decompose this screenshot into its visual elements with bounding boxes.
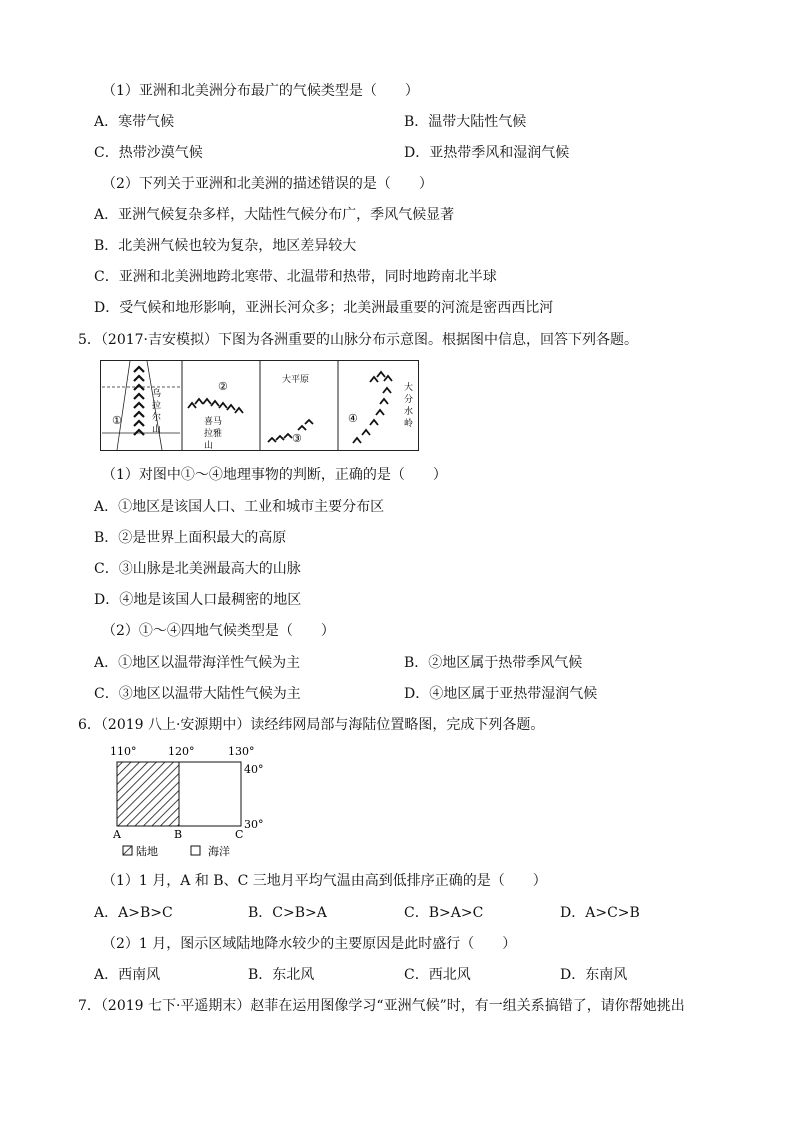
longitude-110-label: 110° (110, 745, 137, 758)
figure-label-4: ④ (348, 412, 358, 425)
divide-label: 岭 (404, 419, 414, 429)
graticule-figure (108, 742, 278, 860)
legend-land-label: 陆地 (136, 845, 158, 858)
q6-sub1-stem: （1）1 月，A 和 B、C 三地月平均气温由高到低排序正确的是（ ） (102, 873, 547, 889)
latitude-30-label: 30° (244, 818, 264, 831)
q6-sub2-stem: （2）1 月，图示区域陆地降水较少的主要原因是此时盛行（ ） (102, 936, 517, 952)
q5-sub2-stem: （2）①～④四地气候类型是（ ） (102, 623, 335, 639)
q5-sub2-option-c: C．③地区以温带大陆性气候为主 (94, 686, 301, 702)
divide-label: 分 (404, 395, 414, 405)
mountain-range-figure (100, 360, 420, 452)
point-c-label: C (235, 828, 244, 841)
q4-sub2-option-a: A．亚洲气候复杂多样，大陆性气候分布广，季风气候显著 (94, 207, 455, 223)
latitude-40-label: 40° (244, 763, 264, 776)
q4-sub1-stem: （1）亚洲和北美洲分布最广的气候类型是（ ） (102, 83, 419, 99)
divide-label: 大 (404, 383, 414, 393)
legend-ocean-swatch (191, 846, 200, 855)
point-b-label: B (174, 828, 183, 841)
q5-sub2-option-a: A．①地区以温带海洋性气候为主 (94, 655, 301, 671)
q6-sub2-option-b: B．东北风 (248, 967, 315, 983)
q6-sub1-option-c: C．B>A>C (404, 905, 484, 921)
q7-stem: 7．（2019 七下·平遥期末）赵菲在运用图像学习“亚洲气候”时，有一组关系搞错了，请你帮她挑出 (78, 998, 685, 1014)
ural-label: 尔 (152, 413, 162, 423)
q6-sub2-option-d: D．东南风 (560, 967, 628, 983)
q4-sub1-option-d: D．亚热带季风和湿润气候 (404, 145, 570, 161)
divide-label: 水 (404, 407, 414, 417)
figure-label-1: ① (112, 414, 122, 427)
q4-sub2-option-b: B．北美洲气候也较为复杂，地区差异较大 (94, 238, 357, 254)
himalaya-label: 拉雅 (204, 429, 223, 439)
q5-stem: 5．（2017·吉安模拟）下图为各洲重要的山脉分布示意图。根据图中信息，回答下列各题。 (78, 332, 638, 348)
q4-sub2-option-c: C．亚洲和北美洲地跨北寒带、北温带和热带，同时地跨南北半球 (94, 269, 497, 285)
point-a-label: A (113, 828, 121, 841)
longitude-130-label: 130° (228, 745, 255, 758)
q6-sub2-option-a: A．西南风 (94, 967, 161, 983)
q4-sub1-option-b: B．温带大陆性气候 (404, 114, 527, 130)
q6-stem: 6．（2019 八上·安源期中）读经纬网局部与海陆位置略图，完成下列各题。 (78, 717, 545, 733)
ural-label: 山 (152, 425, 162, 435)
q6-sub1-option-b: B．C>B>A (248, 905, 327, 921)
q5-sub1-option-d: D．④地是该国人口最稠密的地区 (94, 592, 302, 608)
ural-label: 乌 (152, 389, 162, 399)
q5-sub2-option-b: B．②地区属于热带季风气候 (404, 655, 583, 671)
q5-sub1-option-c: C．③山脉是北美洲最高大的山脉 (94, 561, 301, 577)
q5-sub1-option-a: A．①地区是该国人口、工业和城市主要分布区 (94, 499, 385, 515)
legend-ocean-label: 海洋 (208, 845, 230, 858)
figure-label-3: ③ (292, 432, 302, 445)
ural-label: 拉 (152, 401, 162, 411)
q5-sub1-stem: （1）对图中①～④地理事物的判断，正确的是（ ） (102, 467, 447, 483)
q4-sub2-stem: （2）下列关于亚洲和北美洲的描述错误的是（ ） (102, 176, 433, 192)
q4-sub1-option-c: C．热带沙漠气候 (94, 145, 203, 161)
q6-sub1-option-a: A．A>B>C (94, 905, 173, 921)
q5-sub1-option-b: B．②是世界上面积最大的高原 (94, 530, 287, 546)
figure-label-2: ② (218, 380, 228, 393)
q6-sub2-option-c: C．西北风 (404, 967, 471, 983)
q4-sub1-option-a: A．寒带气候 (94, 114, 175, 130)
himalaya-label: 山 (204, 441, 214, 451)
q5-sub2-option-d: D．④地区属于亚热带湿润气候 (404, 686, 598, 702)
q6-sub1-option-d: D．A>C>B (560, 905, 640, 921)
longitude-120-label: 120° (168, 745, 195, 758)
q4-sub2-option-d: D．受气候和地形影响，亚洲长河众多；北美洲最重要的河流是密西西比河 (94, 300, 554, 316)
himalaya-label: 喜马 (204, 417, 223, 427)
land-area (117, 762, 179, 826)
legend-land-swatch (123, 846, 132, 855)
plains-label: 大平原 (282, 375, 310, 385)
ocean-area (179, 762, 241, 826)
